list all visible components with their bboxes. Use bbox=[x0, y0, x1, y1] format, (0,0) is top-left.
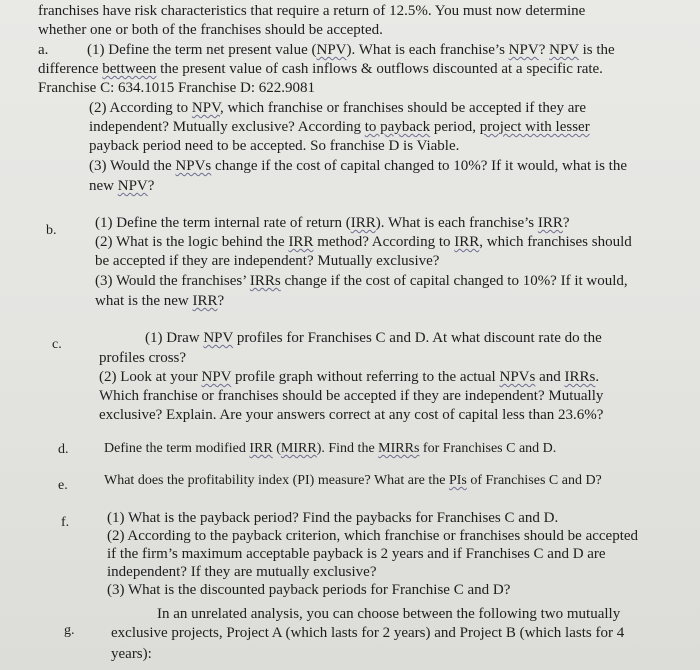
term-irr: IRR bbox=[192, 293, 218, 309]
term-mirrs: MIRRs bbox=[378, 441, 420, 456]
item-c-line-1 bbox=[145, 329, 602, 347]
item-c-line-4: Which franchise or franchises should be accepted if they are independent? Mutually bbox=[99, 388, 604, 404]
text: and bbox=[535, 369, 565, 385]
text: for Franchises C and D. bbox=[419, 441, 557, 456]
term-irrs: IRRs bbox=[564, 369, 596, 385]
item-f-line-1: (1) What is the payback period? Find the paybacks for Franchises C and D. bbox=[107, 510, 559, 526]
text: (1) Define the term internal rate of return ( bbox=[95, 215, 351, 231]
term-npv: NPV bbox=[316, 42, 347, 58]
text: (2) According to bbox=[89, 100, 192, 116]
term-npv: NPV bbox=[201, 369, 232, 385]
item-g-letter: g. bbox=[64, 623, 75, 638]
flagged-phrase: project with lesser bbox=[479, 119, 590, 135]
term-npvs: NPVs bbox=[175, 158, 212, 174]
text: ( bbox=[272, 441, 281, 456]
text: the present value of cash inflows & outflows discounted at a specific rate. bbox=[156, 61, 603, 77]
text: profile graph without referring to the actual bbox=[231, 369, 500, 385]
item-b-line-4 bbox=[95, 272, 628, 290]
item-g-line-3: years): bbox=[111, 646, 152, 662]
term-npv: NPV bbox=[203, 330, 234, 346]
item-f-line-4: independent? If they are mutually exclusive? bbox=[107, 564, 377, 580]
misspelled-word: bettween bbox=[102, 61, 157, 77]
text: (3) Would the bbox=[89, 158, 176, 174]
text: profiles for Franchises C and D. At what discount rate do the bbox=[233, 330, 602, 346]
term-npv: NPV bbox=[508, 42, 539, 58]
item-a-q3-line-1 bbox=[89, 157, 627, 175]
text: Define the term modified bbox=[104, 441, 250, 456]
item-a-q1-line-1 bbox=[87, 41, 615, 59]
item-g-line-1: In an unrelated analysis, you can choose between the following two mutually bbox=[157, 606, 621, 622]
text: ? bbox=[217, 293, 225, 309]
text: ). What is each franchise’s bbox=[375, 215, 538, 231]
term-npv: NPV bbox=[549, 42, 579, 58]
text: , which franchise or franchises should be accepted if they are bbox=[219, 100, 587, 116]
text: (2) Look at your bbox=[99, 369, 202, 385]
item-c-line-2: profiles cross? bbox=[99, 350, 187, 366]
item-f-line-3: if the firm’s maximum acceptable payback is 2 years and if Franchises C and D are bbox=[107, 546, 606, 562]
term-irr: IRR bbox=[537, 215, 563, 231]
text: ). Find the bbox=[316, 441, 379, 456]
intro-line-2: whether one or both of the franchises should be accepted. bbox=[38, 22, 383, 38]
term-irr: IRR bbox=[454, 234, 480, 250]
item-c-line-3 bbox=[99, 368, 599, 386]
item-g-line-2: exclusive projects, Project A (which lasts for 2 years) and Project B (which lasts for 4 bbox=[111, 625, 625, 641]
text: period, bbox=[430, 119, 480, 135]
item-c-letter: c. bbox=[52, 337, 62, 352]
text: change if the cost of capital changed to 10%? If it would, what is the bbox=[211, 158, 627, 174]
item-a-q1-line-2 bbox=[38, 60, 603, 78]
term-pis: PIs bbox=[448, 473, 467, 488]
term-irrs: IRRs bbox=[249, 273, 281, 289]
text: ? bbox=[538, 42, 550, 58]
item-f-letter: f. bbox=[61, 515, 70, 530]
item-b-line-3: be accepted if they are independent? Mutually exclusive? bbox=[95, 253, 440, 269]
text: ). What is each franchise’s bbox=[346, 42, 509, 58]
text: ? bbox=[562, 215, 570, 231]
item-e-letter: e. bbox=[58, 478, 68, 493]
item-a-answer-values: Franchise C: 634.1015 Franchise D: 622.9081 bbox=[38, 80, 316, 96]
item-b-line-2 bbox=[95, 233, 632, 251]
item-b-line-1 bbox=[95, 214, 570, 232]
text: , which franchises should bbox=[479, 234, 632, 250]
text: change if the cost of capital changed to 10%? If it would, bbox=[280, 273, 628, 289]
item-b-letter: b. bbox=[46, 223, 57, 238]
text: (1) Define the term net present value ( bbox=[87, 42, 317, 58]
item-c-line-5: exclusive? Explain. Are your answers correct at any cost of capital less than 23.6%? bbox=[99, 407, 604, 423]
item-a-q3-line-2 bbox=[89, 177, 154, 195]
text: (2) What is the logic behind the bbox=[95, 234, 289, 250]
intro-line-1: franchises have risk characteristics that require a return of 12.5%. You must now determine bbox=[38, 3, 586, 19]
term-irr: IRR bbox=[249, 441, 273, 456]
text: method? According to bbox=[313, 234, 455, 250]
item-a-letter: a. bbox=[38, 42, 49, 58]
text: of Franchises C and D? bbox=[466, 473, 602, 488]
text: ? bbox=[147, 178, 155, 194]
text: (1) Draw bbox=[145, 330, 204, 346]
term-irr: IRR bbox=[350, 215, 376, 231]
text: new bbox=[89, 178, 118, 194]
item-a-q2-line-1 bbox=[89, 99, 586, 117]
item-a-q2-line-3: payback period need to be accepted. So franchise D is Viable. bbox=[89, 138, 460, 154]
item-f-line-5: (3) What is the discounted payback periods for Franchise C and D? bbox=[107, 582, 511, 598]
item-e-line-1 bbox=[104, 472, 602, 490]
text: . bbox=[595, 369, 600, 385]
item-d-letter: d. bbox=[58, 442, 69, 457]
text: what is the new bbox=[95, 293, 193, 309]
text: (3) Would the franchises’ bbox=[95, 273, 250, 289]
term-irr: IRR bbox=[288, 234, 314, 250]
item-f-line-2: (2) According to the payback criterion, which franchise or franchises should be accepted bbox=[107, 528, 639, 544]
term-mirr: MIRR bbox=[280, 441, 317, 456]
text: is the bbox=[578, 42, 615, 58]
flagged-phrase: to payback bbox=[364, 119, 431, 135]
item-a-q2-line-2 bbox=[89, 118, 590, 136]
item-d-line-1 bbox=[104, 440, 556, 458]
term-npv: NPV bbox=[117, 178, 148, 194]
text: difference bbox=[38, 61, 103, 77]
text: What does the profitability index (PI) measure? What are the bbox=[104, 473, 449, 488]
text: independent? Mutually exclusive? According bbox=[89, 119, 365, 135]
term-npv: NPV bbox=[191, 100, 220, 116]
item-b-line-5 bbox=[95, 292, 224, 310]
term-npvs: NPVs bbox=[499, 369, 536, 385]
